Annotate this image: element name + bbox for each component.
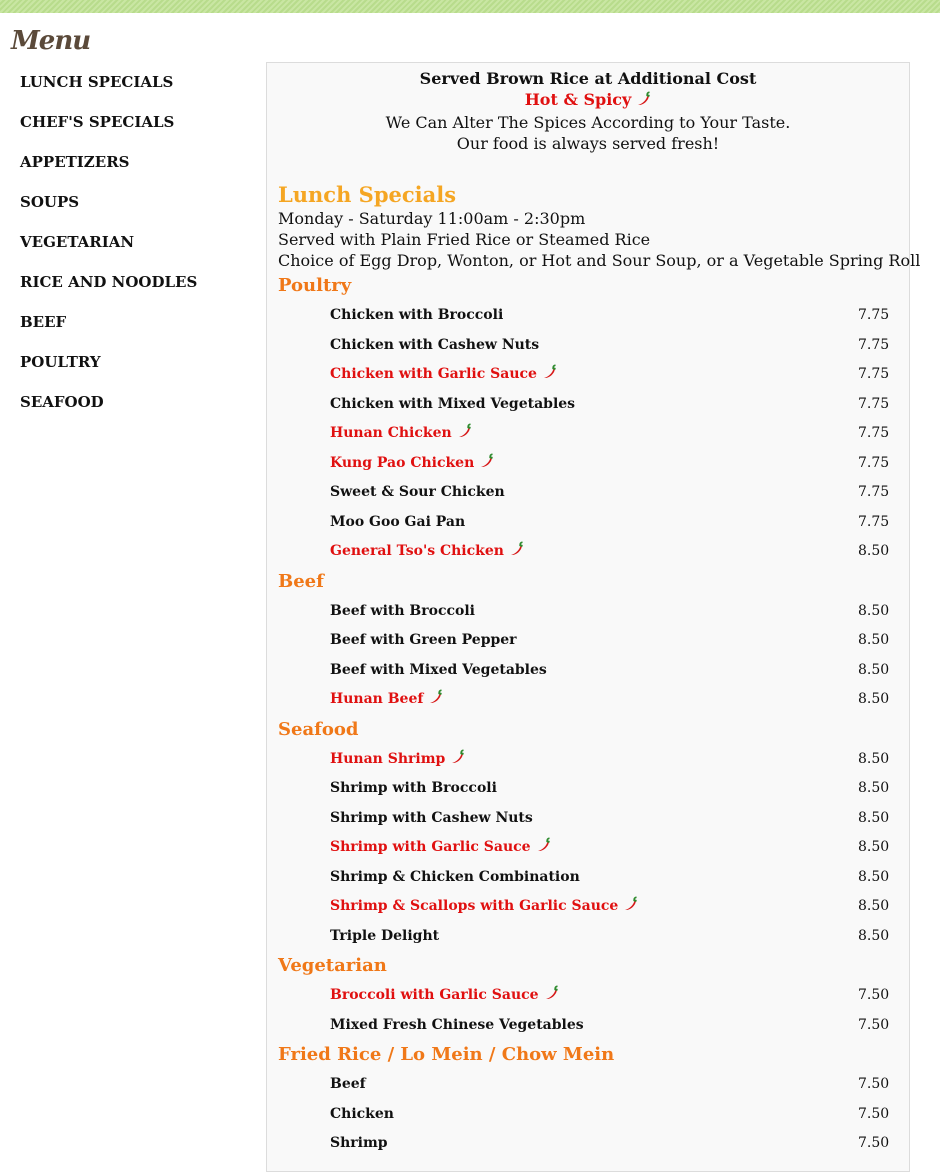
menu-item-row [267,449,909,479]
menu-item-label: Moo Goo Gai Pan [330,513,466,530]
menu-item-price: 7.75 [858,336,890,353]
chili-pepper-icon [543,983,559,1013]
menu-item-label: Chicken with Garlic Sauce [330,366,537,382]
menu-item-row [267,419,909,449]
menu-item-name [330,301,503,331]
menu-item-name [330,331,539,361]
menu-item-label: Shrimp & Scallops with Garlic Sauce [330,898,619,914]
chili-pepper-icon [635,91,651,112]
menu-item-price: 7.75 [858,513,890,530]
menu-item-label: General Tso's Chicken [330,543,504,559]
menu-item-row [267,508,909,538]
menu-item-price: 7.50 [858,1076,890,1092]
menu-item-price: 8.50 [858,661,890,678]
menu-item-price: 7.75 [858,454,890,471]
menu-item-label: Beef with Green Pepper [330,632,517,648]
menu-item-price: 7.75 [858,484,890,500]
category-heading: Beef [278,570,324,592]
menu-item-label: Shrimp & Chicken Combination [330,868,580,885]
chili-pepper-icon [449,747,465,777]
chili-pepper-icon [541,362,557,392]
menu-item-name [330,449,494,481]
sidebar-item-lunch-specials[interactable]: LUNCH SPECIALS [20,73,174,91]
menu-item-name [330,685,443,717]
menu-item-name [330,833,551,865]
menu-item-row [267,656,909,686]
menu-item-price: 8.50 [858,780,890,796]
menu-item-label: Shrimp with Garlic Sauce [330,839,531,855]
menu-item-row [267,1129,909,1159]
menu-intro [267,63,909,154]
menu-item-name [330,1100,394,1130]
menu-item-label: Hunan Beef [330,691,424,707]
menu-item-row [267,804,909,834]
menu-item-price: 7.50 [858,1016,890,1033]
menu-item-name [330,360,557,392]
sidebar-item-chefs-specials[interactable]: CHEF'S SPECIALS [20,113,175,131]
chili-pepper-icon [622,894,638,924]
menu-item-row [267,1011,909,1041]
menu-item-row [267,626,909,656]
menu-item-row [267,390,909,420]
menu-item-price: 8.50 [858,839,890,855]
menu-item-price: 7.50 [858,1105,890,1122]
menu-item-name [330,478,505,508]
menu-item-row [267,478,909,508]
section-title-lunch-specials: Lunch Specials [278,182,457,207]
lunch-rice-note: Served with Plain Fried Rice or Steamed Rice [278,230,651,249]
menu-item-row [267,745,909,775]
menu-item-row [267,981,909,1011]
menu-item-name [330,863,580,893]
menu-item-row [267,922,909,952]
top-decorative-band [0,0,940,13]
menu-panel [266,62,921,1172]
menu-item-price: 7.50 [858,987,890,1003]
menu-item-price: 7.75 [858,307,890,323]
menu-item-name [330,597,475,627]
sidebar-item-rice-and-noodles[interactable]: RICE AND NOODLES [20,273,198,291]
menu-item-label: Sweet & Sour Chicken [330,484,505,500]
menu-item-price: 8.50 [858,809,890,826]
menu-item-row [267,863,909,893]
menu-item-label: Broccoli with Garlic Sauce [330,987,539,1003]
menu-item-label: Chicken with Cashew Nuts [330,336,540,353]
menu-item-name [330,1129,388,1159]
menu-item-label: Shrimp [330,1135,388,1151]
category-heading: Vegetarian [278,955,387,976]
menu-item-row [267,331,909,361]
menu-item-price: 8.50 [858,602,890,619]
menu-item-price: 7.75 [858,366,890,382]
menu-item-row [267,833,909,863]
menu-item-label: Triple Delight [330,927,440,944]
menu-item-name [330,626,517,656]
brown-rice-note: Served Brown Rice at Additional Cost [419,69,757,88]
menu-item-name [330,537,524,569]
menu-item-label: Chicken with Broccoli [330,307,504,323]
sidebar-item-seafood[interactable]: SEAFOOD [20,393,104,411]
menu-item-label: Shrimp with Cashew Nuts [330,809,533,826]
menu-item-row [267,597,909,627]
menu-item-name [330,1011,584,1041]
menu-item-label: Hunan Shrimp [330,750,446,767]
menu-item-price: 8.50 [858,750,890,767]
menu-item-price: 7.75 [858,425,890,441]
menu-item-price: 8.50 [858,927,890,944]
menu-item-price: 8.50 [858,898,890,914]
chili-pepper-icon [508,539,524,569]
sidebar-item-soups[interactable]: SOUPS [20,193,80,211]
menu-item-label: Shrimp with Broccoli [330,780,497,796]
menu-item-label: Kung Pao Chicken [330,454,475,471]
menu-item-price: 8.50 [858,691,890,707]
menu-item-row [267,685,909,715]
chili-pepper-icon [478,451,494,481]
menu-item-label: Chicken [330,1105,394,1122]
hot-spicy-label: Hot & Spicy [524,90,632,109]
menu-item-row [267,537,909,567]
menu-item-price: 7.50 [858,1135,890,1151]
menu-item-row [267,774,909,804]
menu-item-row [267,1100,909,1130]
menu-item-name [330,981,559,1013]
sidebar-item-poultry[interactable]: POULTRY [20,353,101,371]
menu-item-name [330,1070,366,1100]
menu-item-name [330,804,533,834]
menu-item-name [330,419,472,451]
menu-item-name [330,390,575,420]
menu-item-row [267,1070,909,1100]
menu-item-name [330,774,497,804]
menu-item-price: 7.75 [858,395,890,412]
hot-spicy-legend [267,89,909,112]
menu-item-row [267,301,909,331]
sidebar-nav [20,72,197,432]
menu-item-label: Chicken with Mixed Vegetables [330,395,576,412]
menu-heading: Menu [11,26,91,56]
menu-item-label: Beef [330,1076,366,1092]
menu-categories [267,271,909,1159]
menu-item-label: Hunan Chicken [330,425,452,441]
menu-item-name [330,922,439,952]
menu-item-name [330,656,547,686]
sidebar-item-appetizers[interactable]: APPETIZERS [20,153,130,171]
menu-item-label: Beef with Broccoli [330,602,476,619]
lunch-hours: Monday - Saturday 11:00am - 2:30pm [278,209,586,228]
menu-item-name [330,508,465,538]
menu-item-label: Mixed Fresh Chinese Vegetables [330,1016,584,1033]
fresh-note: Our food is always served fresh! [456,134,720,153]
spice-adjust-note: We Can Alter The Spices According to Your Taste. [385,113,791,132]
menu-item-price: 8.50 [858,632,890,648]
chili-pepper-icon [456,421,472,451]
menu-item-price: 8.50 [858,543,890,559]
sidebar-item-beef[interactable]: BEEF [20,313,67,331]
menu-item-row [267,892,909,922]
category-heading: Poultry [278,275,352,296]
menu-item-row [267,360,909,390]
category-heading: Seafood [278,718,359,740]
chili-pepper-icon [535,835,551,865]
menu-item-price: 8.50 [858,868,890,885]
chili-pepper-icon [427,687,443,717]
lunch-soup-note: Choice of Egg Drop, Wonton, or Hot and Sour Soup, or a Vegetable Spring Roll [278,251,921,270]
menu-item-name [330,892,638,924]
menu-item-name [330,745,465,777]
sidebar-item-vegetarian[interactable]: VEGETARIAN [20,233,135,251]
menu-item-label: Beef with Mixed Vegetables [330,661,547,678]
category-heading: Fried Rice / Lo Mein / Chow Mein [278,1044,615,1065]
